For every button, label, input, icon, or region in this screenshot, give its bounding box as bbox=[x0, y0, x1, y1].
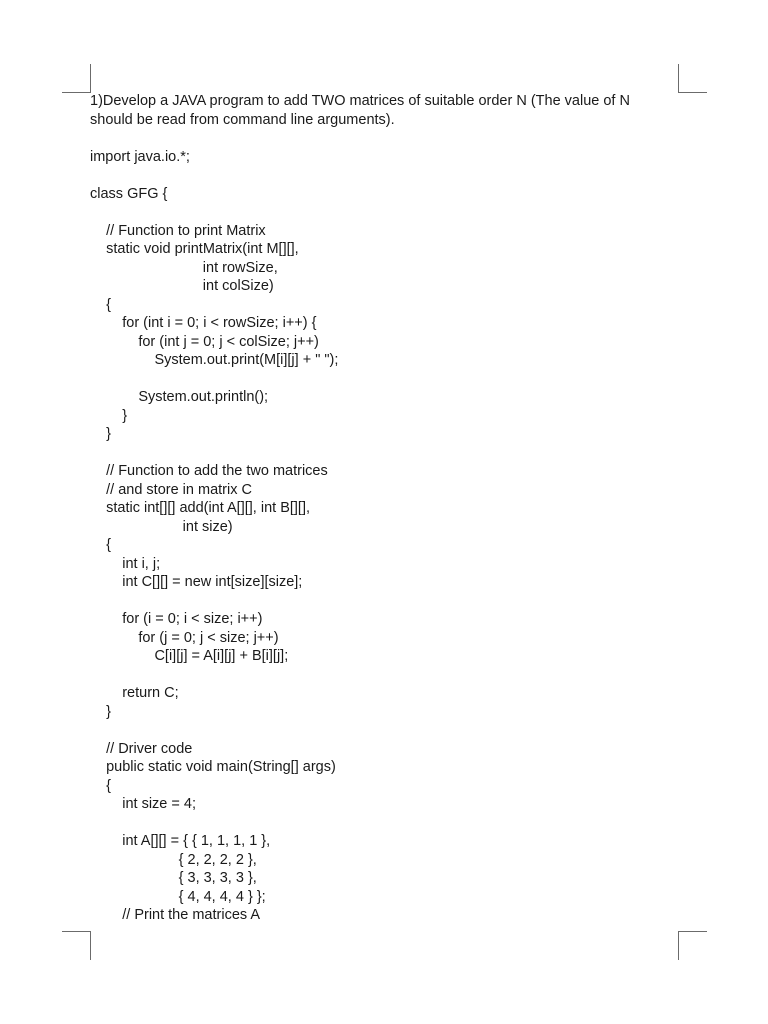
code-line bbox=[90, 203, 670, 222]
code-line: for (i = 0; i < size; i++) bbox=[90, 611, 263, 627]
code-line: int size) bbox=[90, 518, 233, 535]
document-page bbox=[90, 92, 670, 925]
code-line bbox=[90, 592, 670, 611]
code-line: import java.io.*; bbox=[90, 148, 190, 165]
code-line bbox=[90, 370, 670, 389]
code-line: { bbox=[90, 537, 111, 553]
code-line: System.out.print(M[i][j] + " "); bbox=[90, 352, 339, 368]
code-line: // Driver code bbox=[90, 740, 193, 757]
code-line bbox=[90, 721, 670, 740]
code-line: // Function to print Matrix bbox=[90, 222, 266, 239]
code-line: return C; bbox=[90, 685, 179, 701]
code-line: { bbox=[90, 777, 111, 794]
code-line: { 4, 4, 4, 4 } }; bbox=[90, 888, 266, 905]
code-line: } bbox=[90, 407, 128, 424]
code-line: for (int i = 0; i < rowSize; i++) { bbox=[90, 315, 317, 331]
code-line: static void printMatrix(int M[][], bbox=[90, 241, 299, 257]
code-line: int i, j; bbox=[90, 555, 161, 572]
code-line bbox=[90, 129, 670, 148]
code-line: { 2, 2, 2, 2 }, bbox=[90, 851, 257, 868]
crop-mark-bottom-left bbox=[62, 931, 91, 960]
code-line: int A[][] = { { 1, 1, 1, 1 }, bbox=[90, 833, 271, 849]
code-line: int rowSize, bbox=[90, 259, 278, 276]
crop-mark-top-left bbox=[62, 64, 91, 93]
code-listing bbox=[90, 129, 670, 925]
code-line: // Print the matrices A bbox=[90, 907, 261, 923]
code-line bbox=[90, 166, 670, 185]
code-line: } bbox=[90, 426, 111, 442]
code-line: { bbox=[90, 296, 111, 313]
crop-mark-top-right bbox=[678, 64, 707, 93]
code-line: for (int j = 0; j < colSize; j++) bbox=[90, 333, 319, 350]
code-line: C[i][j] = A[i][j] + B[i][j]; bbox=[90, 648, 289, 664]
code-line: for (j = 0; j < size; j++) bbox=[90, 629, 279, 646]
code-line bbox=[90, 666, 670, 685]
code-line: int C[][] = new int[size][size]; bbox=[90, 574, 303, 590]
code-line: class GFG { bbox=[90, 185, 168, 202]
code-line: // and store in matrix C bbox=[90, 481, 252, 498]
code-line: { 3, 3, 3, 3 }, bbox=[90, 870, 257, 886]
question-text: 1)Develop a JAVA program to add TWO matrices of suitable order N (The value of N should be read from command line arguments). bbox=[90, 93, 634, 128]
code-line: } bbox=[90, 703, 111, 720]
code-line bbox=[90, 444, 670, 463]
code-line: public static void main(String[] args) bbox=[90, 759, 336, 775]
code-line: static int[][] add(int A[][], int B[][], bbox=[90, 500, 311, 516]
code-line bbox=[90, 814, 670, 833]
crop-mark-bottom-right bbox=[678, 931, 707, 960]
code-line: int size = 4; bbox=[90, 796, 196, 812]
code-line: int colSize) bbox=[90, 278, 274, 294]
code-line: System.out.println(); bbox=[90, 389, 269, 405]
code-line: // Function to add the two matrices bbox=[90, 463, 328, 479]
